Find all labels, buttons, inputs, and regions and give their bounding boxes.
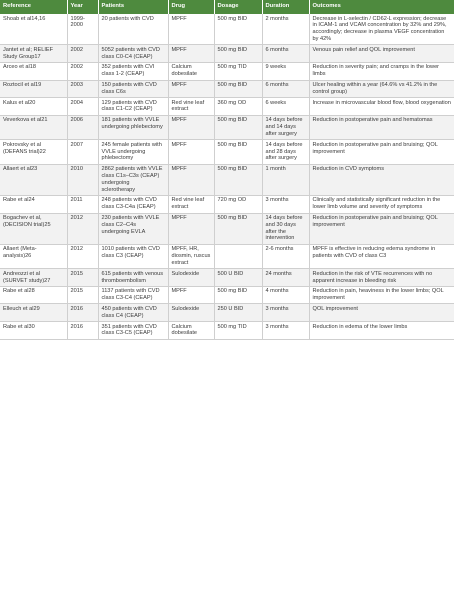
column-header-drug: Drug [168,0,214,14]
patients-cell: 20 patients with CVD [98,14,168,45]
outcomes-cell: Reduction in postoperative pain and hematomas [309,115,454,139]
outcomes-cell: Reduction in the risk of VTE recurrences with no apparent increase in bleeding risk [309,269,454,287]
year-cell: 2003 [67,80,98,98]
duration-cell: 4 months [262,286,309,304]
drug-cell: Sulodexide [168,269,214,287]
reference-cell: Allaert (Meta-analysis)26 [0,244,67,268]
column-header-patients: Patients [98,0,168,14]
year-cell: 2007 [67,140,98,164]
reference-cell: Allaert et al23 [0,164,67,195]
patients-cell: 181 patients with VVLE undergoing phlebectomy [98,115,168,139]
dosage-cell: 500 mg BID [214,80,262,98]
drug-cell: MPFF [168,80,214,98]
dosage-cell: 500 mg BID [214,115,262,139]
reference-cell: Elleuch et al29 [0,304,67,322]
year-cell: 1999- 2000 [67,14,98,45]
outcomes-cell: Reduction in postoperative pain and bruising; QOL improvement [309,213,454,244]
outcomes-cell: Reduction in edema of the lower limbs [309,322,454,340]
dosage-cell: 360 mg OD [214,98,262,116]
patients-cell: 248 patients with CVD class C3-C4a (CEAP) [98,195,168,213]
duration-cell: 3 months [262,322,309,340]
patients-cell: 351 patients with CVD class C3-C5 (CEAP) [98,322,168,340]
table-row [0,195,454,213]
table-row [0,322,454,340]
table-row [0,269,454,287]
patients-cell: 150 patients with CVD class C6s [98,80,168,98]
year-cell: 2002 [67,45,98,63]
year-cell: 2016 [67,322,98,340]
year-cell: 2011 [67,195,98,213]
patients-cell: 2862 patients with VVLE class C1s–C3s (CEAP) undergoing sclerotherapy [98,164,168,195]
drug-cell: MPFF, HR, diosmin, ruscus extract [168,244,214,268]
duration-cell: 2-6 months [262,244,309,268]
outcomes-cell: QOL improvement [309,304,454,322]
duration-cell: 6 months [262,45,309,63]
dosage-cell: 500 mg BID [214,164,262,195]
reference-cell: Rabe et al30 [0,322,67,340]
duration-cell: 1 month [262,164,309,195]
patients-cell: 1137 patients with CVD class C3-C4 (CEAP) [98,286,168,304]
outcomes-cell: Reduction in pain, heaviness in the lower limbs; QOL improvement [309,286,454,304]
drug-cell: Calcium dobesilate [168,322,214,340]
reference-cell: Kalus et al20 [0,98,67,116]
dosage-cell: 500 U BID [214,269,262,287]
reference-cell: Jantet et al; RELIEF Study Group17 [0,45,67,63]
dosage-cell: 500 mg BID [214,213,262,244]
year-cell: 2010 [67,164,98,195]
duration-cell: 2 months [262,14,309,45]
table-body [0,14,454,339]
year-cell: 2006 [67,115,98,139]
outcomes-cell: Reduction in severity pain; and cramps in the lower limbs [309,62,454,80]
patients-cell: 129 patients with CVD class C1-C2 (CEAP) [98,98,168,116]
patients-cell: 230 patients with VVLE class C2–C4s undergoing EVLA [98,213,168,244]
patients-cell: 1010 patients with CVD class C3 (CEAP) [98,244,168,268]
dosage-cell: 500 mg TID [214,322,262,340]
column-header-year: Year [67,0,98,14]
drug-cell: Calcium dobesilate [168,62,214,80]
table-row [0,164,454,195]
duration-cell: 24 months [262,269,309,287]
drug-cell: Red vine leaf extract [168,195,214,213]
year-cell: 2015 [67,269,98,287]
reference-cell: Andreozzi et al (SURVET study)27 [0,269,67,287]
dosage-cell: 500 mg BID [214,45,262,63]
reference-cell: Shoab et al14,16 [0,14,67,45]
table-row [0,244,454,268]
drug-cell: MPFF [168,14,214,45]
outcomes-cell: Clinically and statistically significant reduction in the lower limb volume and severity of symptoms [309,195,454,213]
dosage-cell: 500 mg TID [214,62,262,80]
year-cell: 2012 [67,213,98,244]
dosage-cell [214,244,262,268]
drug-cell: MPFF [168,140,214,164]
duration-cell: 3 months [262,304,309,322]
outcomes-cell: Reduction in postoperative pain and bruising; QOL improvement [309,140,454,164]
reference-cell: Rabe et al24 [0,195,67,213]
year-cell: 2004 [67,98,98,116]
table-row [0,115,454,139]
drug-cell: MPFF [168,286,214,304]
year-cell: 2002 [67,62,98,80]
outcomes-cell: Reduction in CVD symptoms [309,164,454,195]
column-header-duration: Duration [262,0,309,14]
table-row [0,304,454,322]
duration-cell: 14 days before and 14 days after surgery [262,115,309,139]
patients-cell: 352 patients with CVI class 1-2 (CEAP) [98,62,168,80]
drug-cell: MPFF [168,164,214,195]
reference-cell: Roztocil et al19 [0,80,67,98]
patients-cell: 450 patients with CVD class C4 (CEAP) [98,304,168,322]
drug-cell: MPFF [168,45,214,63]
dosage-cell: 500 mg BID [214,140,262,164]
drug-cell: Red vine leaf extract [168,98,214,116]
reference-cell: Arceo et al18 [0,62,67,80]
outcomes-cell: Venous pain relief and QOL improvement [309,45,454,63]
table-row [0,45,454,63]
outcomes-cell: Ulcer healing within a year (64.6% vs 41.2% in the control group) [309,80,454,98]
outcomes-cell: MPFF is effective in reducing edema syndrome in patients with CVD of class C3 [309,244,454,268]
dosage-cell: 500 mg BID [214,14,262,45]
patients-cell: 5052 patients with CVD class C0-C4 (CEAP) [98,45,168,63]
drug-cell: MPFF [168,115,214,139]
dosage-cell: 720 mg OD [214,195,262,213]
column-header-reference: Reference [0,0,67,14]
table-row [0,286,454,304]
column-header-dosage: Dosage [214,0,262,14]
duration-cell: 9 weeks [262,62,309,80]
table-row [0,80,454,98]
year-cell: 2015 [67,286,98,304]
column-header-outcomes: Outcomes [309,0,454,14]
duration-cell: 14 days before and 28 days after surgery [262,140,309,164]
reference-cell: Rabe et al28 [0,286,67,304]
drug-cell: Sulodexide [168,304,214,322]
outcomes-cell: Decrease in L-selectin / CD62-L expression; decrease in ICAM-1 and VCAM concentration by 32% and 29%, accordingly; decrease in plasma VEGF concentration by 42% [309,14,454,45]
table-row [0,62,454,80]
table-row [0,14,454,45]
reference-cell: Bogachev et al, (DECISION trial)25 [0,213,67,244]
reference-cell: Pokrovsky et al (DEFANS trial)22 [0,140,67,164]
drug-cell: MPFF [168,213,214,244]
year-cell: 2012 [67,244,98,268]
outcomes-cell: Increase in microvascular blood flow, blood oxygenation [309,98,454,116]
reference-cell: Veverkova et al21 [0,115,67,139]
patients-cell: 615 patients with venous thromboembolism [98,269,168,287]
header-row [0,0,454,14]
duration-cell: 3 months [262,195,309,213]
table-row [0,213,454,244]
duration-cell: 6 weeks [262,98,309,116]
patients-cell: 245 female patients with VVLE undergoing phlebectomy [98,140,168,164]
table-row [0,140,454,164]
year-cell: 2016 [67,304,98,322]
dosage-cell: 500 mg BID [214,286,262,304]
duration-cell: 6 months [262,80,309,98]
table-row [0,98,454,116]
table-header [0,0,454,14]
dosage-cell: 250 U BID [214,304,262,322]
duration-cell: 14 days before and 30 days after the intervention [262,213,309,244]
